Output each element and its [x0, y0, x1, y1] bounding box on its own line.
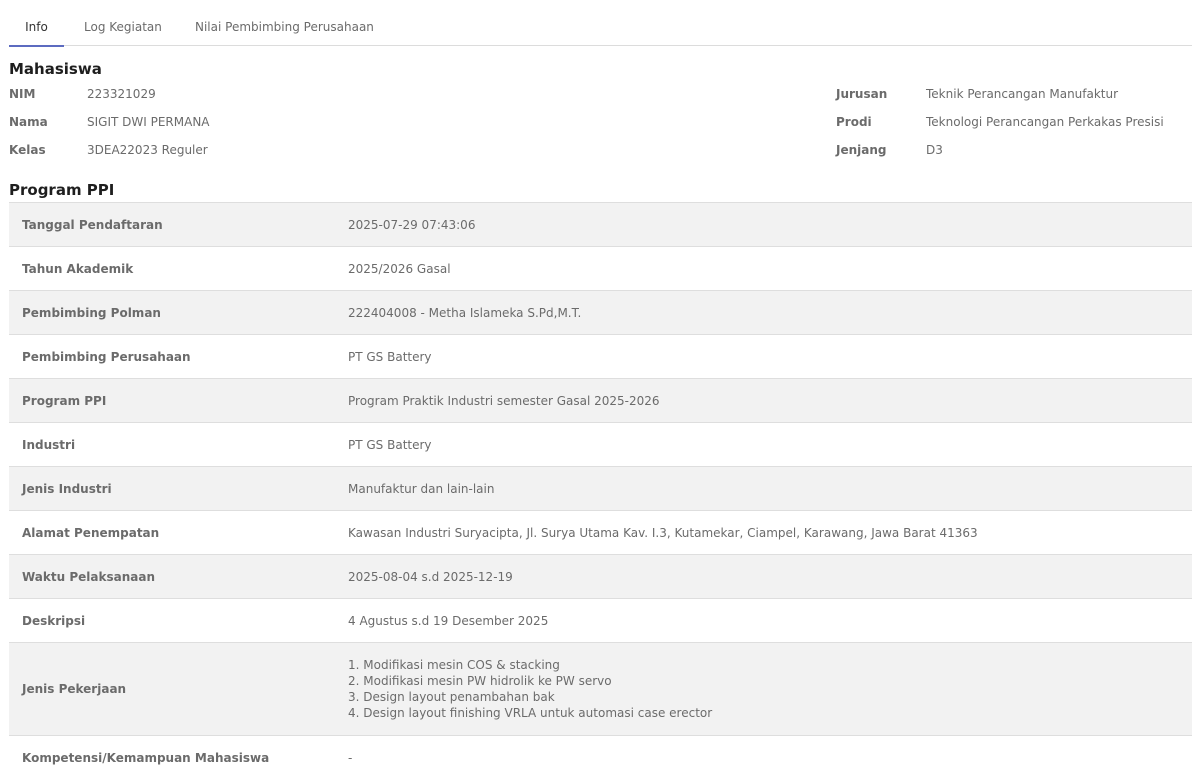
- table-row: [9, 467, 1192, 511]
- row-label: Tahun Akademik: [9, 247, 334, 291]
- tab-nilai-pembimbing-perusahaan[interactable]: Nilai Pembimbing Perusahaan: [195, 20, 374, 34]
- row-value: 2025/2026 Gasal: [334, 247, 1192, 291]
- row-label: Program PPI: [9, 379, 334, 423]
- prodi-value: Teknologi Perancangan Perkakas Presisi: [926, 115, 1164, 129]
- row-value: -: [334, 736, 1192, 780]
- table-row: [9, 643, 1192, 736]
- list-item: 3. Design layout penambahan bak: [348, 690, 555, 704]
- nama-label: Nama: [9, 115, 48, 129]
- tab-bar: [9, 0, 1192, 46]
- row-label: Kompetensi/Kemampuan Mahasiswa: [9, 736, 334, 780]
- table-row: [9, 335, 1192, 379]
- row-label: Tanggal Pendaftaran: [9, 203, 334, 247]
- row-label: Deskripsi: [9, 599, 334, 643]
- list-item: 2. Modifikasi mesin PW hidrolik ke PW servo: [348, 674, 612, 688]
- nama-value: SIGIT DWI PERMANA: [87, 115, 210, 129]
- row-value: 4 Agustus s.d 19 Desember 2025: [334, 599, 1192, 643]
- row-label: Alamat Penempatan: [9, 511, 334, 555]
- nim-value: 223321029: [87, 87, 156, 101]
- kelas-value: 3DEA22023 Reguler: [87, 143, 208, 157]
- row-value: Program Praktik Industri semester Gasal 2025-2026: [334, 379, 1192, 423]
- table-row: [9, 247, 1192, 291]
- list-item: 1. Modifikasi mesin COS & stacking: [348, 658, 560, 672]
- table-row: [9, 736, 1192, 780]
- jurusan-label: Jurusan: [836, 87, 888, 101]
- table-row: [9, 379, 1192, 423]
- kelas-label: Kelas: [9, 143, 46, 157]
- table-row: [9, 555, 1192, 599]
- table-row: [9, 599, 1192, 643]
- row-label: Jenis Pekerjaan: [9, 643, 334, 736]
- table-row: [9, 423, 1192, 467]
- row-value: PT GS Battery: [334, 423, 1192, 467]
- section-title-mahasiswa: Mahasiswa: [9, 60, 102, 78]
- table-row: [9, 203, 1192, 247]
- row-value: 2025-07-29 07:43:06: [334, 203, 1192, 247]
- jenjang-label: Jenjang: [836, 143, 887, 157]
- prodi-label: Prodi: [836, 115, 872, 129]
- jenjang-value: D3: [926, 143, 943, 157]
- row-label: Waktu Pelaksanaan: [9, 555, 334, 599]
- row-value: 2025-08-04 s.d 2025-12-19: [334, 555, 1192, 599]
- tab-log-kegiatan[interactable]: Log Kegiatan: [84, 20, 162, 34]
- section-title-program-ppi: Program PPI: [9, 181, 115, 199]
- row-value: Kawasan Industri Suryacipta, Jl. Surya Utama Kav. I.3, Kutamekar, Ciampel, Karawang, Jawa Barat 41363: [334, 511, 1192, 555]
- row-value: 222404008 - Metha Islameka S.Pd,M.T.: [334, 291, 1192, 335]
- row-value: PT GS Battery: [334, 335, 1192, 379]
- program-ppi-table: [9, 202, 1192, 780]
- nim-label: NIM: [9, 87, 36, 101]
- row-label: Pembimbing Perusahaan: [9, 335, 334, 379]
- tab-info[interactable]: Info: [9, 0, 64, 46]
- row-label: Jenis Industri: [9, 467, 334, 511]
- table-row: [9, 291, 1192, 335]
- list-item: 4. Design layout finishing VRLA untuk automasi case erector: [348, 706, 713, 720]
- row-label: Industri: [9, 423, 334, 467]
- row-value-list: [334, 643, 1192, 736]
- table-row: [9, 511, 1192, 555]
- row-value: Manufaktur dan lain-lain: [334, 467, 1192, 511]
- row-label: Pembimbing Polman: [9, 291, 334, 335]
- jurusan-value: Teknik Perancangan Manufaktur: [926, 87, 1119, 101]
